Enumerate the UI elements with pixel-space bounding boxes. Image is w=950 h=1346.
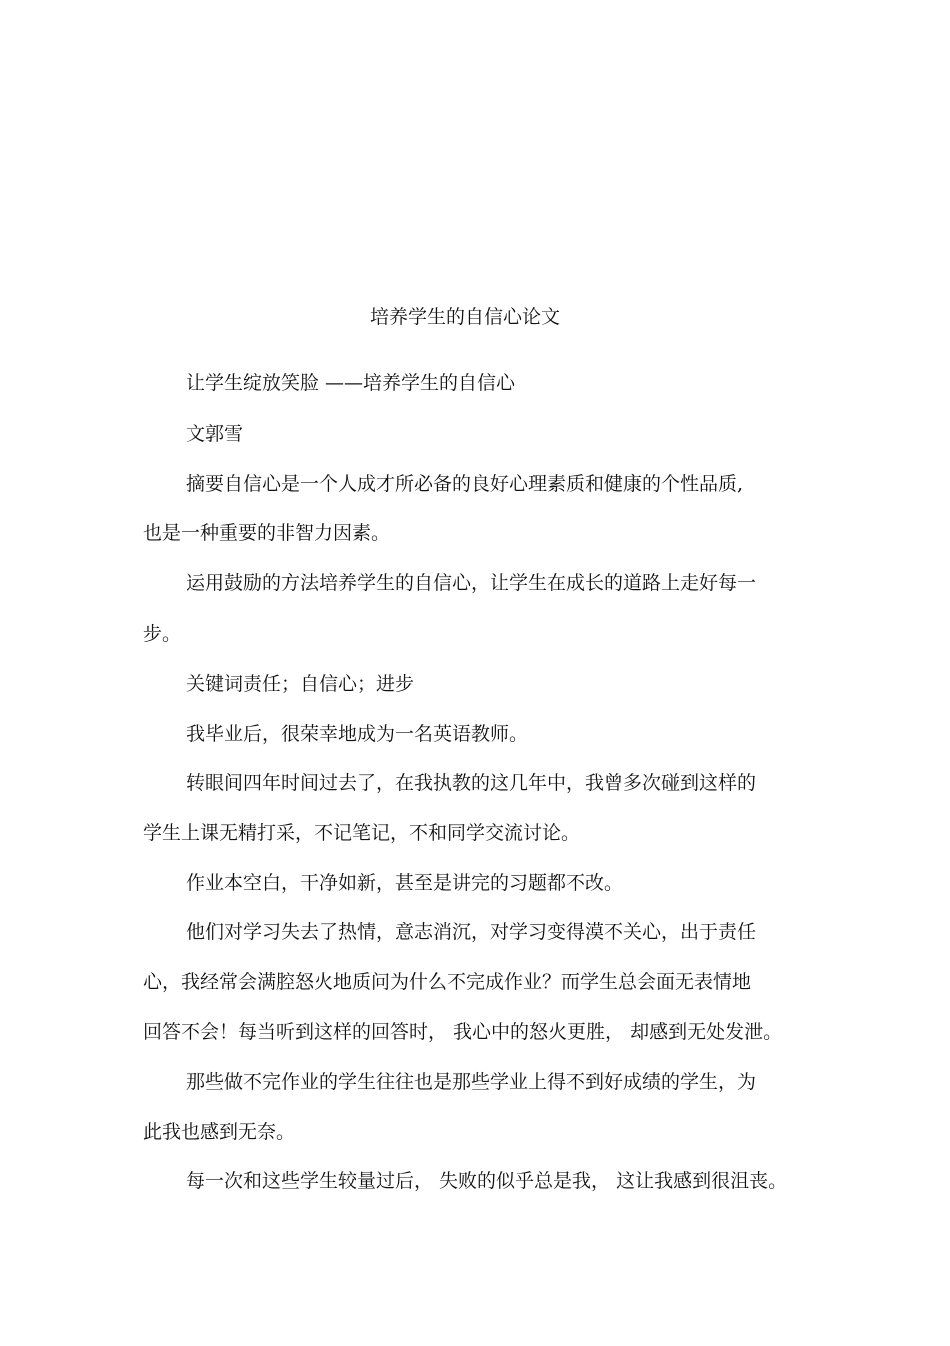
body-line-9: 此我也感到无奈。 — [143, 1121, 296, 1143]
body-line-3: 学生上课无精打采，不记笔记，不和同学交流讨论。 — [143, 822, 581, 844]
keywords-line: 关键词责任；自信心；进步 — [186, 673, 415, 695]
document-title: 培养学生的自信心论文 — [369, 306, 560, 328]
body-line-1: 我毕业后，很荣幸地成为一名英语教师。 — [186, 723, 529, 745]
abstract-line-1: 摘要自信心是一个人成才所必备的良好心理素质和健康的个性品质, — [186, 473, 744, 495]
body-line-4: 作业本空白，干净如新，甚至是讲完的习题都不改。 — [186, 872, 624, 894]
abstract-line-4: 步。 — [143, 623, 182, 645]
body-line-8: 那些做不完作业的学生往往也是那些学业上得不到好成绩的学生，为 — [186, 1071, 757, 1093]
body-line-5: 他们对学习失去了热情，意志消沉，对学习变得漠不关心，出于责任 — [186, 921, 757, 943]
body-line-2: 转眼间四年时间过去了，在我执教的这几年中，我曾多次碰到这样的 — [186, 772, 757, 794]
abstract-line-2: 也是一种重要的非智力因素。 — [143, 522, 391, 544]
body-line-10: 每一次和这些学生较量过后， 失败的似乎总是我， 这让我感到很沮丧。 — [186, 1170, 788, 1192]
abstract-line-3: 运用鼓励的方法培养学生的自信心，让学生在成长的道路上走好每一 — [186, 572, 757, 594]
body-line-6: 心，我经常会满腔怒火地质问为什么不完成作业？而学生总会面无表情地 — [143, 971, 752, 993]
subtitle-line: 让学生绽放笑脸 ——培养学生的自信心 — [186, 372, 516, 394]
author-line: 文郭雪 — [186, 423, 244, 445]
body-line-7: 回答不会！每当听到这样的回答时， 我心中的怒火更胜， 却感到无处发泄。 — [143, 1021, 783, 1043]
